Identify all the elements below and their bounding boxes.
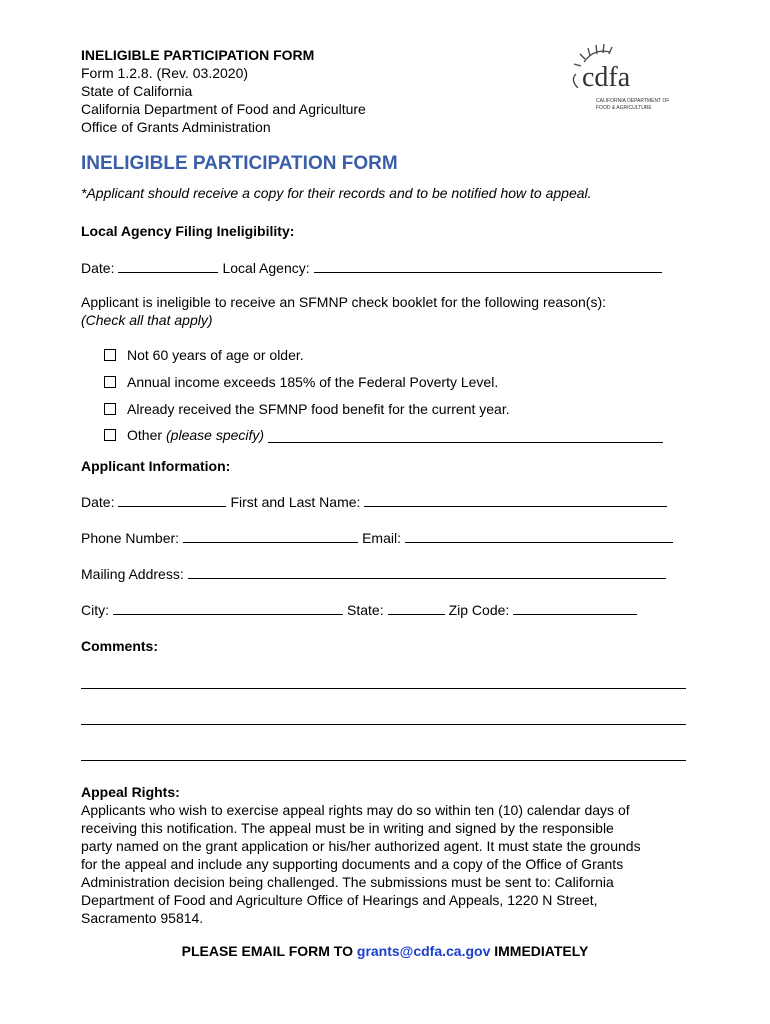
- appeal-rights: [81, 783, 681, 927]
- local-agency-date-label: Date:: [81, 260, 115, 276]
- comments-heading: Comments:: [81, 638, 159, 654]
- email-instruction-suffix: IMMEDIATELY: [494, 943, 589, 959]
- email-instruction: [0, 943, 770, 959]
- ineligible-instruction: (Check all that apply): [81, 312, 213, 328]
- applicant-email-field[interactable]: [405, 528, 673, 543]
- reason-item-income: [104, 374, 498, 390]
- header-state: State of California: [81, 83, 193, 99]
- reason-label-received: Already received the SFMNP food benefit for the current year.: [127, 401, 510, 417]
- applicant-row-contact: [81, 528, 677, 546]
- applicant-mailing-field[interactable]: [188, 564, 666, 579]
- cdfa-logo-text: cdfa: [582, 62, 631, 93]
- local-agency-row: [81, 258, 666, 276]
- reason-label-other: Other: [127, 427, 163, 443]
- grants-email-link[interactable]: grants@cdfa.ca.gov: [356, 943, 491, 959]
- applicant-state-field[interactable]: [388, 600, 445, 615]
- reason-checkbox-income[interactable]: [104, 376, 116, 388]
- applicant-email-label: Email:: [362, 530, 401, 546]
- header-form-number: Form 1.2.8. (Rev. 03.2020): [81, 65, 249, 81]
- reason-label-income: Annual income exceeds 185% of the Federal Poverty Level.: [127, 374, 499, 390]
- appeal-line: for the appeal and include any supporting documents and a copy of the Office of Grants: [81, 856, 624, 872]
- reason-checkbox-received[interactable]: [104, 403, 116, 415]
- applicant-mailing-label: Mailing Address:: [81, 566, 184, 582]
- local-agency-name-field[interactable]: [314, 258, 662, 273]
- appeal-line: Administration decision being challenged. The submissions must be sent to: California: [81, 874, 614, 890]
- appeal-heading: Appeal Rights:: [81, 784, 180, 800]
- ineligible-intro: [81, 293, 606, 329]
- applicant-row-name: [81, 492, 671, 510]
- ineligible-intro-text: Applicant is ineligible to receive an SFMNP check booklet for the following reason(s):: [81, 294, 606, 310]
- applicant-zip-field[interactable]: [513, 600, 637, 615]
- applicant-state-label: State:: [347, 602, 384, 618]
- local-agency-name-label: Local Agency:: [222, 260, 310, 276]
- reason-checkbox-age[interactable]: [104, 349, 116, 361]
- applicant-city-field[interactable]: [113, 600, 343, 615]
- reason-item-age: [104, 347, 304, 363]
- reason-checkbox-other[interactable]: [104, 429, 116, 441]
- header-office: Office of Grants Administration: [81, 119, 271, 135]
- applicant-name-label: First and Last Name:: [230, 494, 361, 510]
- applicant-zip-label: Zip Code:: [448, 602, 510, 618]
- reason-item-other: [104, 427, 667, 443]
- appeal-line: receiving this notification. The appeal must be in writing and signed by the responsible: [81, 820, 614, 836]
- appeal-line: Department of Food and Agriculture Office of Hearings and Appeals, 1220 N Street,: [81, 892, 598, 908]
- header-department: California Department of Food and Agriculture: [81, 101, 366, 117]
- cdfa-logo-graphic: [566, 44, 686, 114]
- appeal-line: party named on the grant application or his/her authorized agent. It must state the grounds: [81, 838, 641, 854]
- email-instruction-prefix: PLEASE EMAIL FORM TO: [181, 943, 353, 959]
- local-agency-heading: Local Agency Filing Ineligibility:: [81, 223, 295, 239]
- applicant-note: *Applicant should receive a copy for their records and to be notified how to appeal.: [81, 185, 592, 201]
- page-title: INELIGIBLE PARTICIPATION FORM: [81, 153, 398, 174]
- applicant-date-field[interactable]: [118, 492, 226, 507]
- comment-line-3[interactable]: [81, 760, 686, 761]
- local-agency-date-field[interactable]: [118, 258, 218, 273]
- applicant-phone-label: Phone Number:: [81, 530, 180, 546]
- applicant-city-label: City:: [81, 602, 109, 618]
- reason-other-hint: (please specify): [166, 427, 265, 443]
- header-form-title: INELIGIBLE PARTICIPATION FORM: [81, 47, 315, 63]
- form-header: [81, 46, 366, 136]
- reason-other-field[interactable]: [268, 428, 663, 443]
- cdfa-logo-tagline-1: CALIFORNIA DEPARTMENT OF: [596, 98, 670, 104]
- applicant-date-label: Date:: [81, 494, 115, 510]
- reason-item-received: [104, 401, 510, 417]
- reason-label-age: Not 60 years of age or older.: [127, 347, 304, 363]
- cdfa-logo: [566, 44, 686, 114]
- appeal-line: Applicants who wish to exercise appeal rights may do so within ten (10) calendar days of: [81, 802, 630, 818]
- comment-line-1[interactable]: [81, 688, 686, 689]
- applicant-heading: Applicant Information:: [81, 458, 231, 474]
- applicant-name-field[interactable]: [364, 492, 667, 507]
- applicant-row-mailing: [81, 564, 670, 582]
- comment-line-2[interactable]: [81, 724, 686, 725]
- appeal-line: Sacramento 95814.: [81, 910, 204, 926]
- cdfa-logo-tagline-2: FOOD & AGRICULTURE: [596, 105, 652, 111]
- applicant-phone-field[interactable]: [183, 528, 358, 543]
- applicant-row-city: [81, 600, 641, 618]
